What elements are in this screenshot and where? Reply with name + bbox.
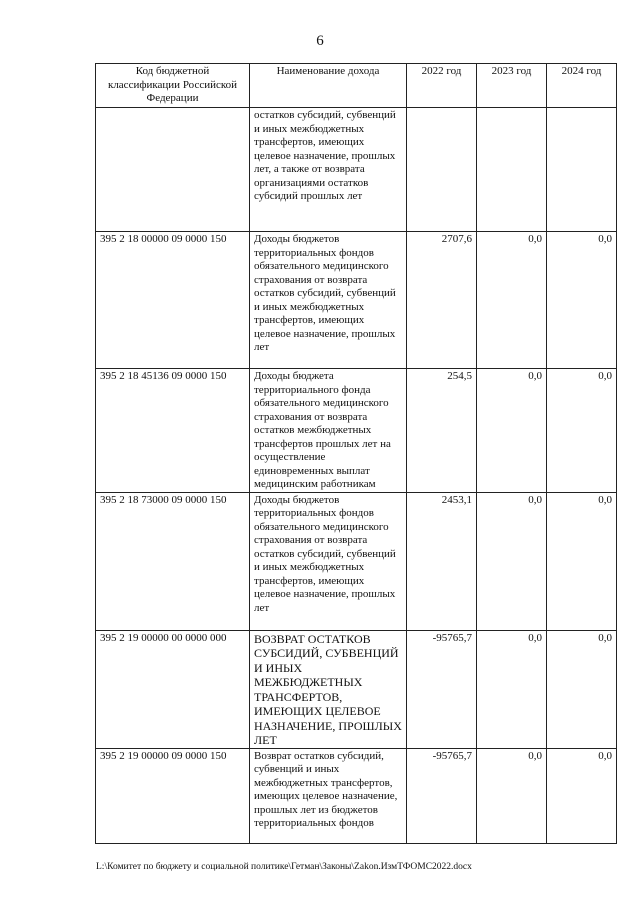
row-name: Возврат остатков субсидий, субвенций и иных межбюджетных трансфертов, имеющих целевое назначение, прошлых лет из бюджетов территориальных фондов <box>250 748 407 843</box>
row-name: ВОЗВРАТ ОСТАТКОВ СУБСИДИЙ, СУБВЕНЦИЙ И ИНЫХ МЕЖБЮДЖЕТНЫХ ТРАНСФЕРТОВ, ИМЕЮЩИХ ЦЕЛЕВОЕ НАЗНАЧЕНИЕ, ПРОШЛЫХ ЛЕТ <box>250 630 407 748</box>
header-code: Код бюджетной классификации Российской Федерации <box>96 64 250 108</box>
row-2022: 2707,6 <box>407 232 477 369</box>
header-2023: 2023 год <box>477 64 547 108</box>
row-2024: 0,0 <box>547 369 617 493</box>
row-code: 395 2 19 00000 00 0000 000 <box>96 630 250 748</box>
table-row <box>96 748 617 843</box>
row-name: Доходы бюджета территориального фонда обязательного медицинского страхования от возврата остатков межбюджетных трансфертов прошлых лет на осуществление единовременных выплат медицинским работникам <box>250 369 407 493</box>
row-2023: 0,0 <box>477 748 547 843</box>
table-row <box>96 108 617 232</box>
file-path-footer: L:\Комитет по бюджету и социальной политике\Гетман\Законы\Zakon.ИзмТФОМС2022.docx <box>96 862 472 872</box>
row-2023: 0,0 <box>477 232 547 369</box>
row-2023: 0,0 <box>477 630 547 748</box>
header-2022: 2022 год <box>407 64 477 108</box>
row-2022: 254,5 <box>407 369 477 493</box>
row-code: 395 2 19 00000 09 0000 150 <box>96 748 250 843</box>
header-2024: 2024 год <box>547 64 617 108</box>
row-name: Доходы бюджетов территориальных фондов обязательного медицинского страхования от возврата остатков субсидий, субвенций и иных межбюджетных трансфертов, имеющих целевое назначение, прошлых лет <box>250 232 407 369</box>
row-code: 395 2 18 45136 09 0000 150 <box>96 369 250 493</box>
table-header-row <box>96 64 617 108</box>
row-2022: -95765,7 <box>407 630 477 748</box>
table-row <box>96 630 617 748</box>
row-2022: -95765,7 <box>407 748 477 843</box>
row-2023: 0,0 <box>477 369 547 493</box>
row-code: 395 2 18 73000 09 0000 150 <box>96 492 250 630</box>
row-2022: 2453,1 <box>407 492 477 630</box>
header-name: Наименование дохода <box>250 64 407 108</box>
table-row <box>96 492 617 630</box>
row-name: Доходы бюджетов территориальных фондов обязательного медицинского страхования от возврата остатков субсидий, субвенций и иных межбюджетных трансфертов, имеющих целевое назначение, прошлых лет <box>250 492 407 630</box>
row-code: 395 2 18 00000 09 0000 150 <box>96 232 250 369</box>
row-2024: 0,0 <box>547 748 617 843</box>
row-2024: 0,0 <box>547 492 617 630</box>
row-2024: 0,0 <box>547 630 617 748</box>
row-2024 <box>547 108 617 232</box>
table-row <box>96 369 617 493</box>
row-name: остатков субсидий, субвенций и иных межбюджетных трансфертов, имеющих целевое назначение, прошлых лет, а также от возврата организациями остатков субсидий прошлых лет <box>250 108 407 232</box>
table-row <box>96 232 617 369</box>
row-code <box>96 108 250 232</box>
row-2022 <box>407 108 477 232</box>
row-2023: 0,0 <box>477 492 547 630</box>
page-number: 6 <box>316 33 324 49</box>
row-2023 <box>477 108 547 232</box>
row-2024: 0,0 <box>547 232 617 369</box>
budget-revenue-table <box>95 63 617 844</box>
